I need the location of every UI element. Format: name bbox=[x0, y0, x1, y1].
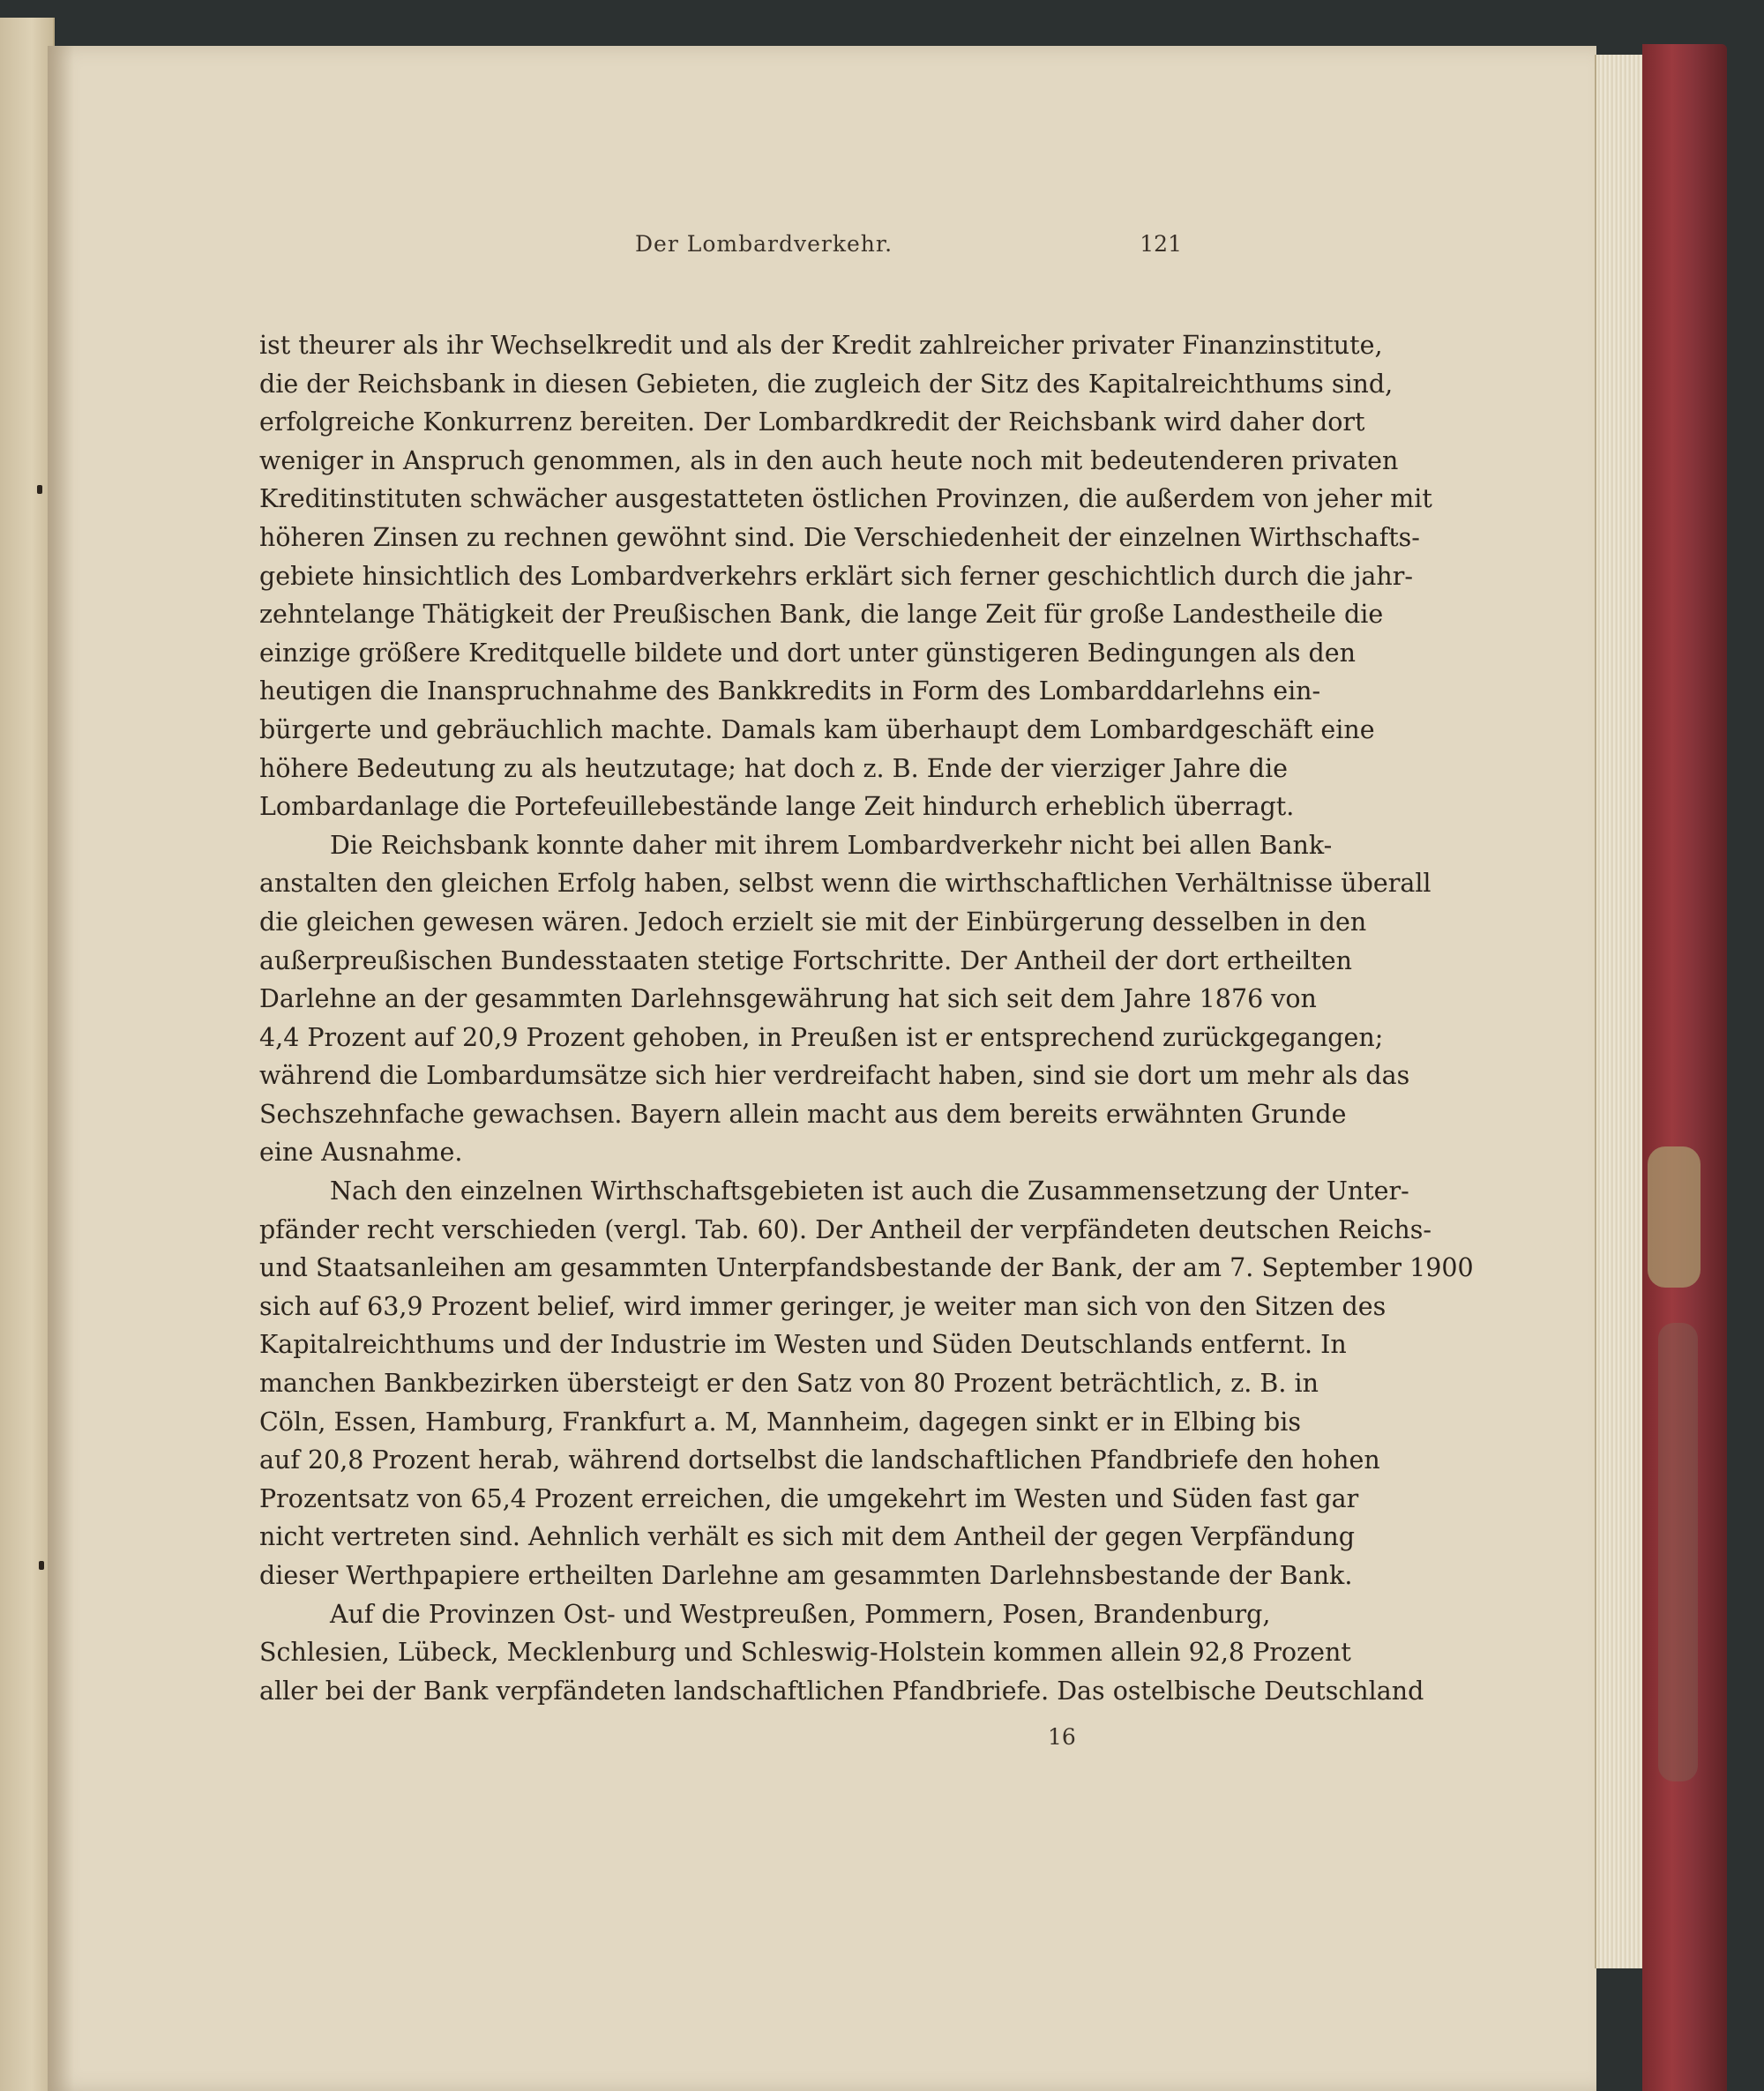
text-line: zehntelange Thätigkeit der Preußischen Bank, die lange Zeit für große Landestheile die bbox=[259, 600, 1384, 630]
text-line: 4,4 Prozent auf 20,9 Prozent gehoben, in Preußen ist er entsprechend zurückgegangen; bbox=[259, 1022, 1384, 1052]
text-line: Schlesien, Lübeck, Mecklenburg und Schleswig-Holstein kommen allein 92,8 Prozent bbox=[259, 1638, 1351, 1668]
running-title: Der Lombardverkehr. bbox=[635, 231, 893, 257]
body-text bbox=[259, 326, 1474, 1710]
text-line: einzige größere Kreditquelle bildete und dort unter günstigeren Bedingungen als den bbox=[259, 638, 1356, 668]
text-line: erfolgreiche Konkurrenz bereiten. Der Lombardkredit der Reichsbank wird daher dort bbox=[259, 407, 1365, 437]
text-line: eine Ausnahme. bbox=[259, 1138, 463, 1168]
text-line: und Staatsanleihen am gesammten Unterpfandsbestande der Bank, der am 7. September 1900 bbox=[259, 1253, 1474, 1283]
text-line: nicht vertreten sind. Aehnlich verhält es sich mit dem Antheil der gegen Verpfändung bbox=[259, 1522, 1355, 1552]
text-line: gebiete hinsichtlich des Lombardverkehrs erklärt sich ferner geschichtlich durch die jahr- bbox=[259, 561, 1413, 591]
text-line: auf 20,8 Prozent herab, während dortselbst die landschaftlichen Pfandbriefe den hohen bbox=[259, 1445, 1380, 1475]
text-line: sich auf 63,9 Prozent belief, wird immer geringer, je weiter man sich von den Sitzen des bbox=[259, 1291, 1387, 1321]
text-line: anstalten den gleichen Erfolg haben, selbst wenn die wirthschaftlichen Verhältnisse überall bbox=[259, 869, 1431, 899]
margin-mark bbox=[39, 1561, 44, 1570]
text-line: außerpreußischen Bundesstaaten stetige Fortschritte. Der Antheil der dort ertheilten bbox=[259, 945, 1352, 975]
cover-wear-mark bbox=[1658, 1323, 1698, 1781]
text-line: manchen Bankbezirken übersteigt er den Satz von 80 Prozent beträchtlich, z. B. in bbox=[259, 1369, 1319, 1399]
text-line: pfänder recht verschieden (vergl. Tab. 60). Der Antheil der verpfändeten deutschen Reichs- bbox=[259, 1214, 1431, 1244]
text-line: Kreditinstituten schwächer ausgestatteten östlichen Provinzen, die außerdem von jeher mit bbox=[259, 484, 1432, 514]
text-line: höheren Zinsen zu rechnen gewöhnt sind. Die Verschiedenheit der einzelnen Wirthschafts- bbox=[259, 522, 1420, 552]
text-line: Cöln, Essen, Hamburg, Frankfurt a. M, Mannheim, dagegen sinkt er in Elbing bis bbox=[259, 1407, 1301, 1437]
text-line: Kapitalreichthums und der Industrie im Westen und Süden Deutschlands entfernt. In bbox=[259, 1330, 1347, 1360]
text-line: Prozentsatz von 65,4 Prozent erreichen, die umgekehrt im Westen und Süden fast gar bbox=[259, 1483, 1359, 1513]
page-stack-edge bbox=[1595, 55, 1646, 1968]
text-line: dieser Werthpapiere ertheilten Darlehne am gesammten Darlehnsbestande der Bank. bbox=[259, 1561, 1353, 1590]
text-line: aller bei der Bank verpfändeten landschaftlichen Pfandbriefe. Das ostelbische Deutschland bbox=[259, 1676, 1424, 1706]
text-line: weniger in Anspruch genommen, als in den auch heute noch mit bedeutenderen privaten bbox=[259, 445, 1399, 475]
text-line: Sechszehnfache gewachsen. Bayern allein macht aus dem bereits erwähnten Grunde bbox=[259, 1099, 1347, 1129]
book-cover-edge bbox=[1642, 44, 1727, 2091]
running-header bbox=[265, 231, 1182, 266]
signature-mark: 16 bbox=[1048, 1724, 1076, 1750]
text-line: Auf die Provinzen Ost- und Westpreußen, Pommern, Posen, Brandenburg, bbox=[330, 1599, 1271, 1629]
text-line: Lombardanlage die Portefeuillebestände lange Zeit hindurch erheblich überragt. bbox=[259, 792, 1295, 822]
text-line: die der Reichsbank in diesen Gebieten, die zugleich der Sitz des Kapitalreichthums sind, bbox=[259, 369, 1394, 399]
text-line: Darlehne an der gesammten Darlehnsgewährung hat sich seit dem Jahre 1876 von bbox=[259, 984, 1317, 1014]
text-line: heutigen die Inanspruchnahme des Bankkredits in Form des Lombarddarlehns ein- bbox=[259, 676, 1321, 706]
text-line: Nach den einzelnen Wirthschaftsgebieten ist auch die Zusammensetzung der Unter- bbox=[330, 1176, 1409, 1206]
page-gutter-shadow bbox=[48, 46, 74, 2091]
text-line: höhere Bedeutung zu als heutzutage; hat doch z. B. Ende der vierziger Jahre die bbox=[259, 753, 1288, 783]
text-line: Die Reichsbank konnte daher mit ihrem Lombardverkehr nicht bei allen Bank- bbox=[330, 830, 1333, 860]
text-line: die gleichen gewesen wären. Jedoch erzielt sie mit der Einbürgerung desselben in den bbox=[259, 907, 1367, 937]
text-line: während die Lombardumsätze sich hier verdreifacht haben, sind sie dort um mehr als das bbox=[259, 1061, 1410, 1091]
left-page-edge bbox=[0, 18, 55, 2091]
text-line: ist theurer als ihr Wechselkredit und als der Kredit zahlreicher privater Finanzinstitute, bbox=[259, 331, 1383, 360]
cover-wear-mark bbox=[1648, 1146, 1700, 1288]
margin-mark bbox=[37, 485, 42, 494]
text-line: bürgerte und gebräuchlich machte. Damals kam überhaupt dem Lombardgeschäft eine bbox=[259, 714, 1375, 744]
page-number: 121 bbox=[1140, 231, 1182, 257]
